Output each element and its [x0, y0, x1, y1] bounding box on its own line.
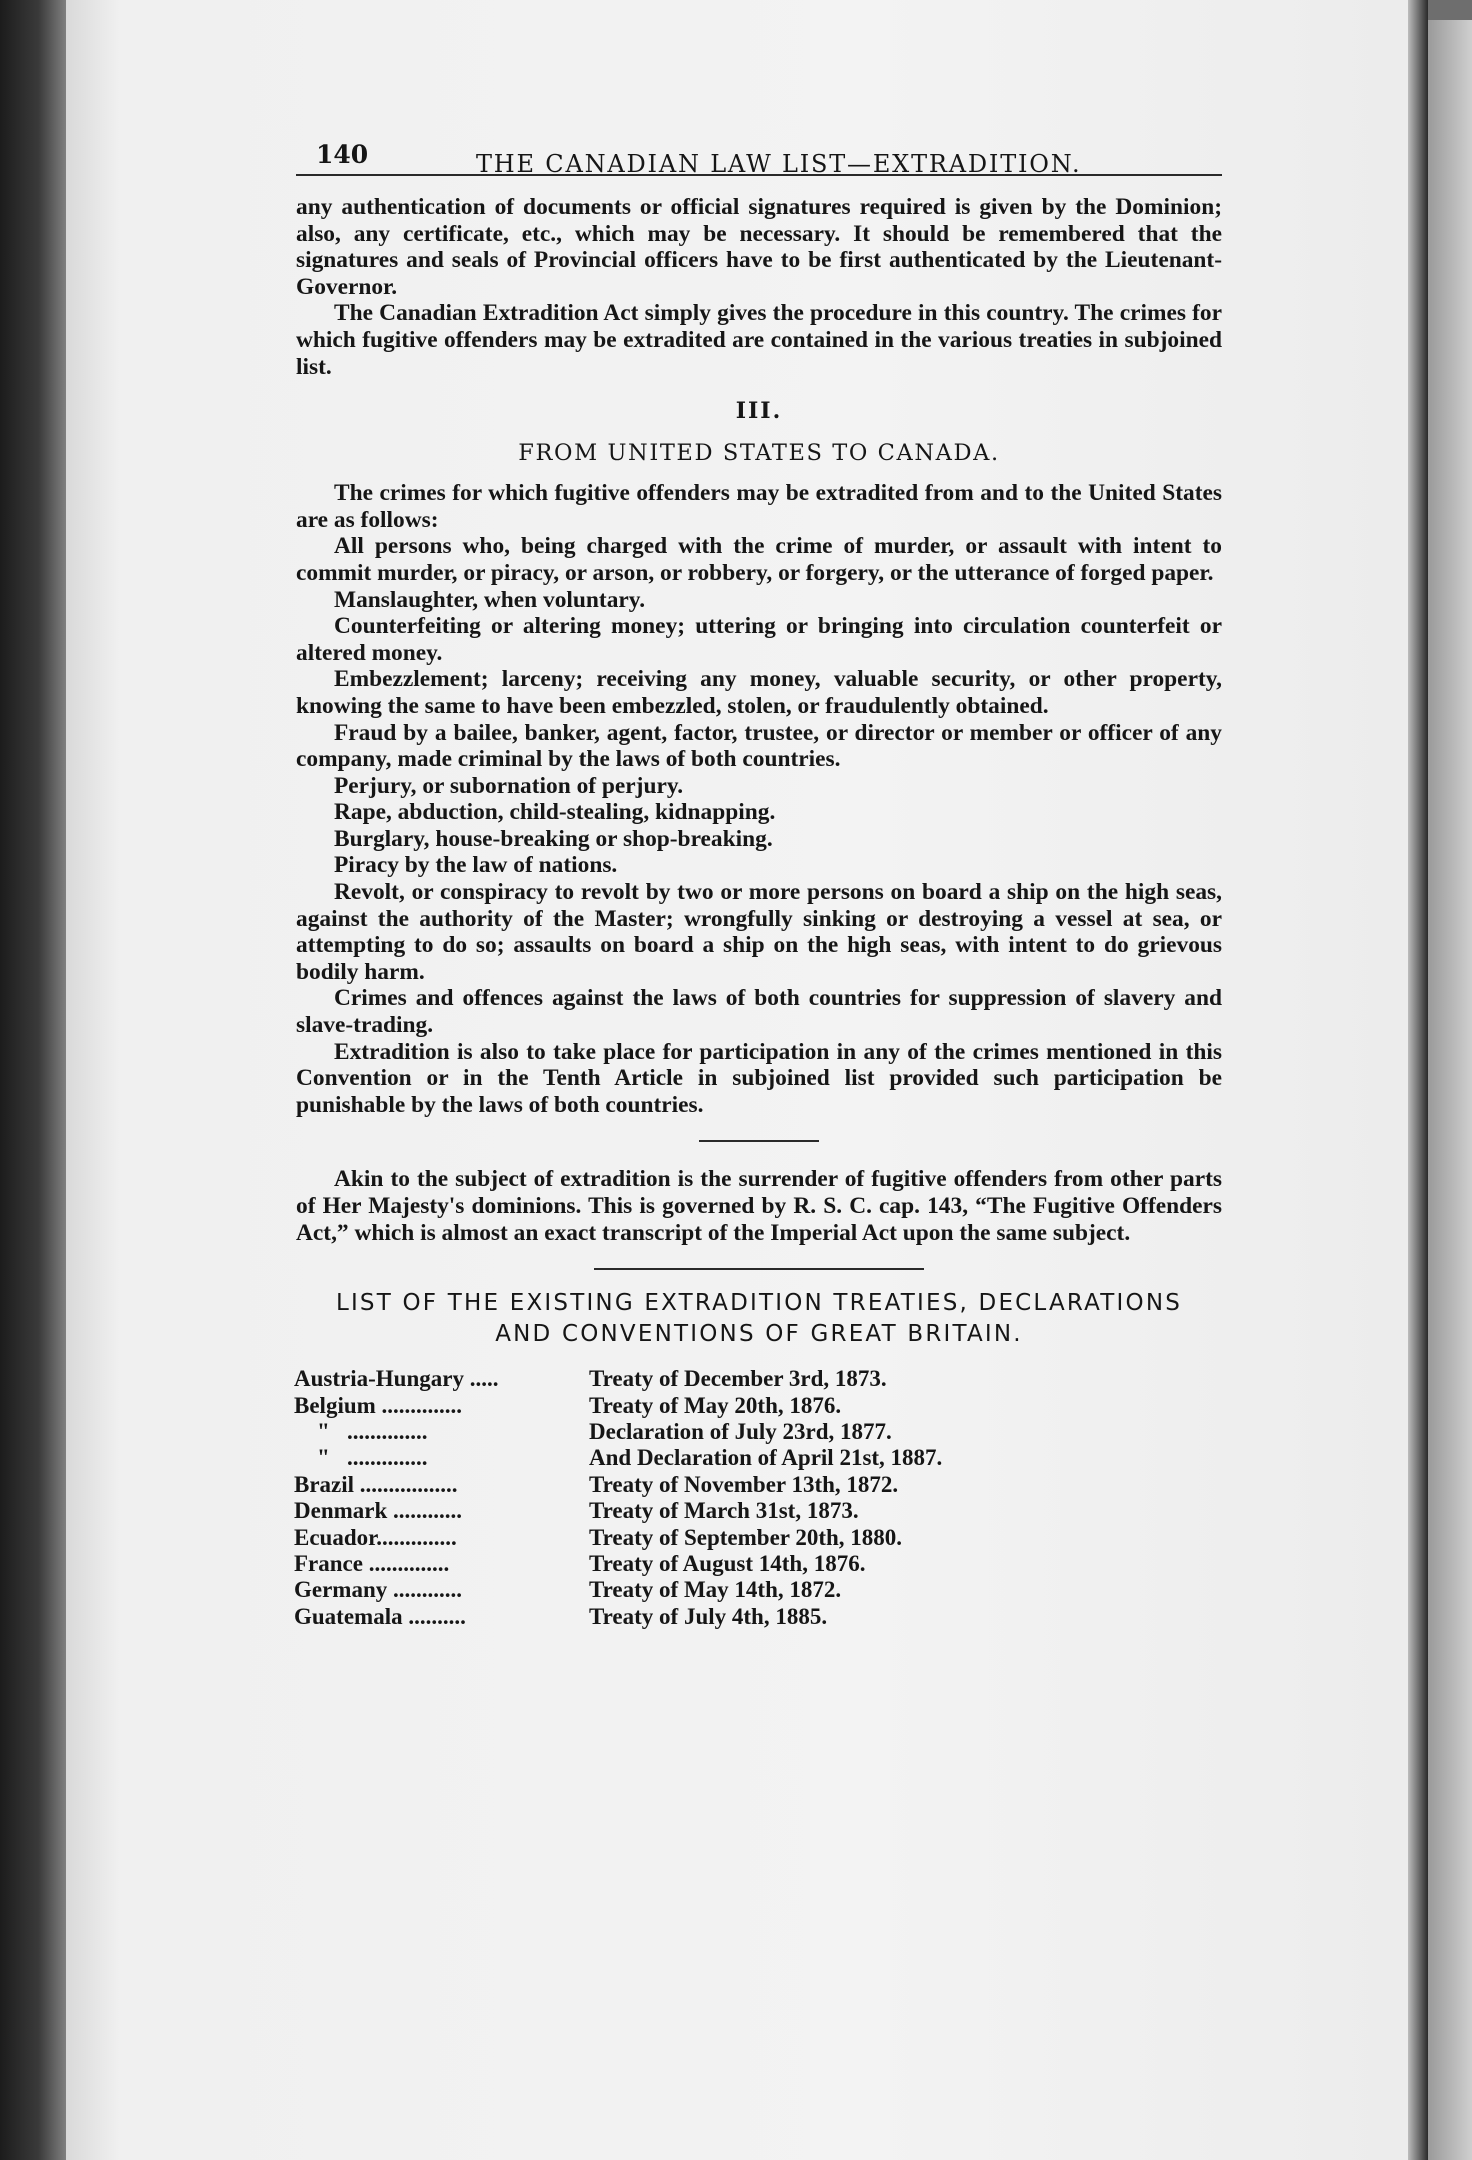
treaty-value: Treaty of August 14th, 1876. — [589, 1551, 866, 1577]
treaty-value: Treaty of November 13th, 1872. — [589, 1471, 899, 1497]
crime-item: Perjury, or subornation of perjury. — [334, 772, 684, 799]
leader-dots: ............ — [387, 1498, 463, 1524]
treaty-country: Austria-Hungary — [294, 1366, 464, 1392]
scan-binding-shadow — [0, 0, 70, 2160]
treaty-value: Treaty of December 3rd, 1873. — [589, 1366, 887, 1392]
crime-item: Burglary, house-breaking or shop-breaking. — [334, 825, 773, 852]
treaty-list-heading-line: AND CONVENTIONS OF GREAT BRITAIN. — [495, 1321, 1023, 1348]
treaty-value: Treaty of September 20th, 1880. — [589, 1524, 903, 1550]
treaty-value: Treaty of March 31st, 1873. — [589, 1498, 859, 1524]
treaty-value: Treaty of May 20th, 1876. — [589, 1392, 842, 1418]
treaty-row — [294, 1604, 1222, 1630]
crime-item: Piracy by the law of nations. — [334, 852, 618, 879]
crime-item: Crimes and offences against the laws of both countries for suppression of slavery and slave-trading. — [296, 985, 1222, 1039]
crime-item: Revolt, or conspiracy to revolt by two or more persons on board a ship on the high seas, against the authority of the Master; wrongfully sinking or destroying a vessel at sea, or attempting to do so; assaults on board a ship on the high seas, with intent to do grievous bodily harm. — [296, 879, 1222, 985]
treaty-value: Treaty of July 4th, 1885. — [589, 1603, 828, 1629]
leader-dots: .............. — [375, 1392, 463, 1418]
treaty-country: Ecuador — [294, 1524, 377, 1550]
treaty-row — [294, 1393, 1222, 1419]
leader-dots: .............. — [329, 1419, 428, 1444]
intro-paragraph: any authentication of documents or official signatures required is given by the Dominion; also, any certificate, etc., which may be necessary. It should be remembered that the signatures and seals of Provincial officers have to be first authenticated by the Lieutenant-Governor. — [296, 194, 1222, 300]
list-divider — [594, 1268, 924, 1270]
crime-item: Counterfeiting or altering money; uttering or bringing into circulation counterfeit or altered money. — [296, 613, 1222, 666]
treaty-country: Guatemala — [294, 1603, 403, 1629]
leader-dots: ................. — [354, 1471, 458, 1497]
page-number: 140 — [316, 140, 369, 169]
crimes-list — [296, 480, 1222, 1118]
crimes-intro: The crimes for which fugitive offenders may be extradited from and to the United States are as follows: — [296, 480, 1222, 533]
intro-paragraph: The Canadian Extradition Act simply gives the procedure in this country. The crimes for which fugitive offenders may be extradited are contained in the various treaties in subjoined list. — [296, 300, 1222, 380]
treaty-value: And Declaration of April 21st, 1887. — [589, 1445, 943, 1471]
running-head — [296, 128, 1222, 176]
leader-dots: .......... — [402, 1603, 466, 1629]
running-title: THE CANADIAN LAW LIST—EXTRADITION. — [476, 150, 1082, 178]
crime-item: Fraud by a bailee, banker, agent, factor, trustee, or director or member or officer of any company, made criminal by the laws of both countries. — [296, 719, 1222, 773]
leader-dots: .............. — [362, 1551, 450, 1577]
treaty-row — [294, 1525, 1222, 1551]
treaty-list-heading-line: LIST OF THE EXISTING EXTRADITION TREATIES, DECLARATIONS — [335, 1290, 1183, 1317]
section-divider — [699, 1140, 819, 1142]
treaty-row — [294, 1551, 1222, 1577]
crime-item: Rape, abduction, child-stealing, kidnapping. — [334, 799, 776, 826]
intro-block — [296, 194, 1222, 380]
treaty-country: " — [294, 1419, 330, 1444]
treaty-row — [294, 1472, 1222, 1498]
crime-item: Extradition is also to take place for participation in any of the crimes mentioned in this Convention or in the Tenth Article in subjoined list provided such participation be punishable by the laws of both countries. — [296, 1038, 1222, 1118]
treaty-row — [294, 1419, 1222, 1445]
crime-item: Manslaughter, when voluntary. — [334, 586, 646, 613]
page-content — [296, 128, 1222, 1630]
section-number: III. — [735, 398, 783, 425]
treaty-row — [294, 1366, 1222, 1392]
treaty-row — [294, 1445, 1222, 1471]
treaty-country: Germany — [294, 1577, 388, 1603]
treaty-list-heading — [296, 1288, 1222, 1350]
treaty-row — [294, 1498, 1222, 1524]
section-title: FROM UNITED STATES TO CANADA. — [518, 440, 1000, 467]
treaty-country: " — [294, 1445, 330, 1471]
treaty-country: Denmark — [294, 1498, 388, 1524]
leader-dots: .............. — [329, 1445, 428, 1471]
treaty-row — [294, 1577, 1222, 1603]
crime-item: All persons who, being charged with the crime of murder, or assault with intent to commit murder, or piracy, or arson, or robbery, or forgery, or the utterance of forged paper. — [296, 533, 1222, 586]
crime-item: Embezzlement; larceny; receiving any money, valuable security, or other property, knowing the same to have been embezzled, stolen, or fraudulently obtained. — [296, 666, 1222, 719]
leader-dots: ............ — [387, 1577, 463, 1603]
leader-dots: .............. — [376, 1524, 457, 1550]
adjacent-page-edge — [1428, 20, 1472, 2160]
treaty-country: France — [294, 1551, 363, 1577]
treaty-country: Brazil — [294, 1471, 355, 1497]
treaty-value: Treaty of May 14th, 1872. — [589, 1577, 842, 1603]
page-gutter — [1408, 0, 1428, 2160]
leader-dots: ..... — [463, 1366, 499, 1392]
akin-paragraph: Akin to the subject of extradition is the surrender of fugitive offenders from other parts of Her Majesty's dominions. This is governed by R. S. C. cap. 143, “The Fugitive Offenders Act,” which is almost an exact transcript of the Imperial Act upon the same subject. — [296, 1166, 1222, 1246]
treaty-list — [294, 1366, 1222, 1630]
treaty-country: Belgium — [294, 1392, 376, 1418]
treaty-value: Declaration of July 23rd, 1877. — [589, 1419, 892, 1444]
